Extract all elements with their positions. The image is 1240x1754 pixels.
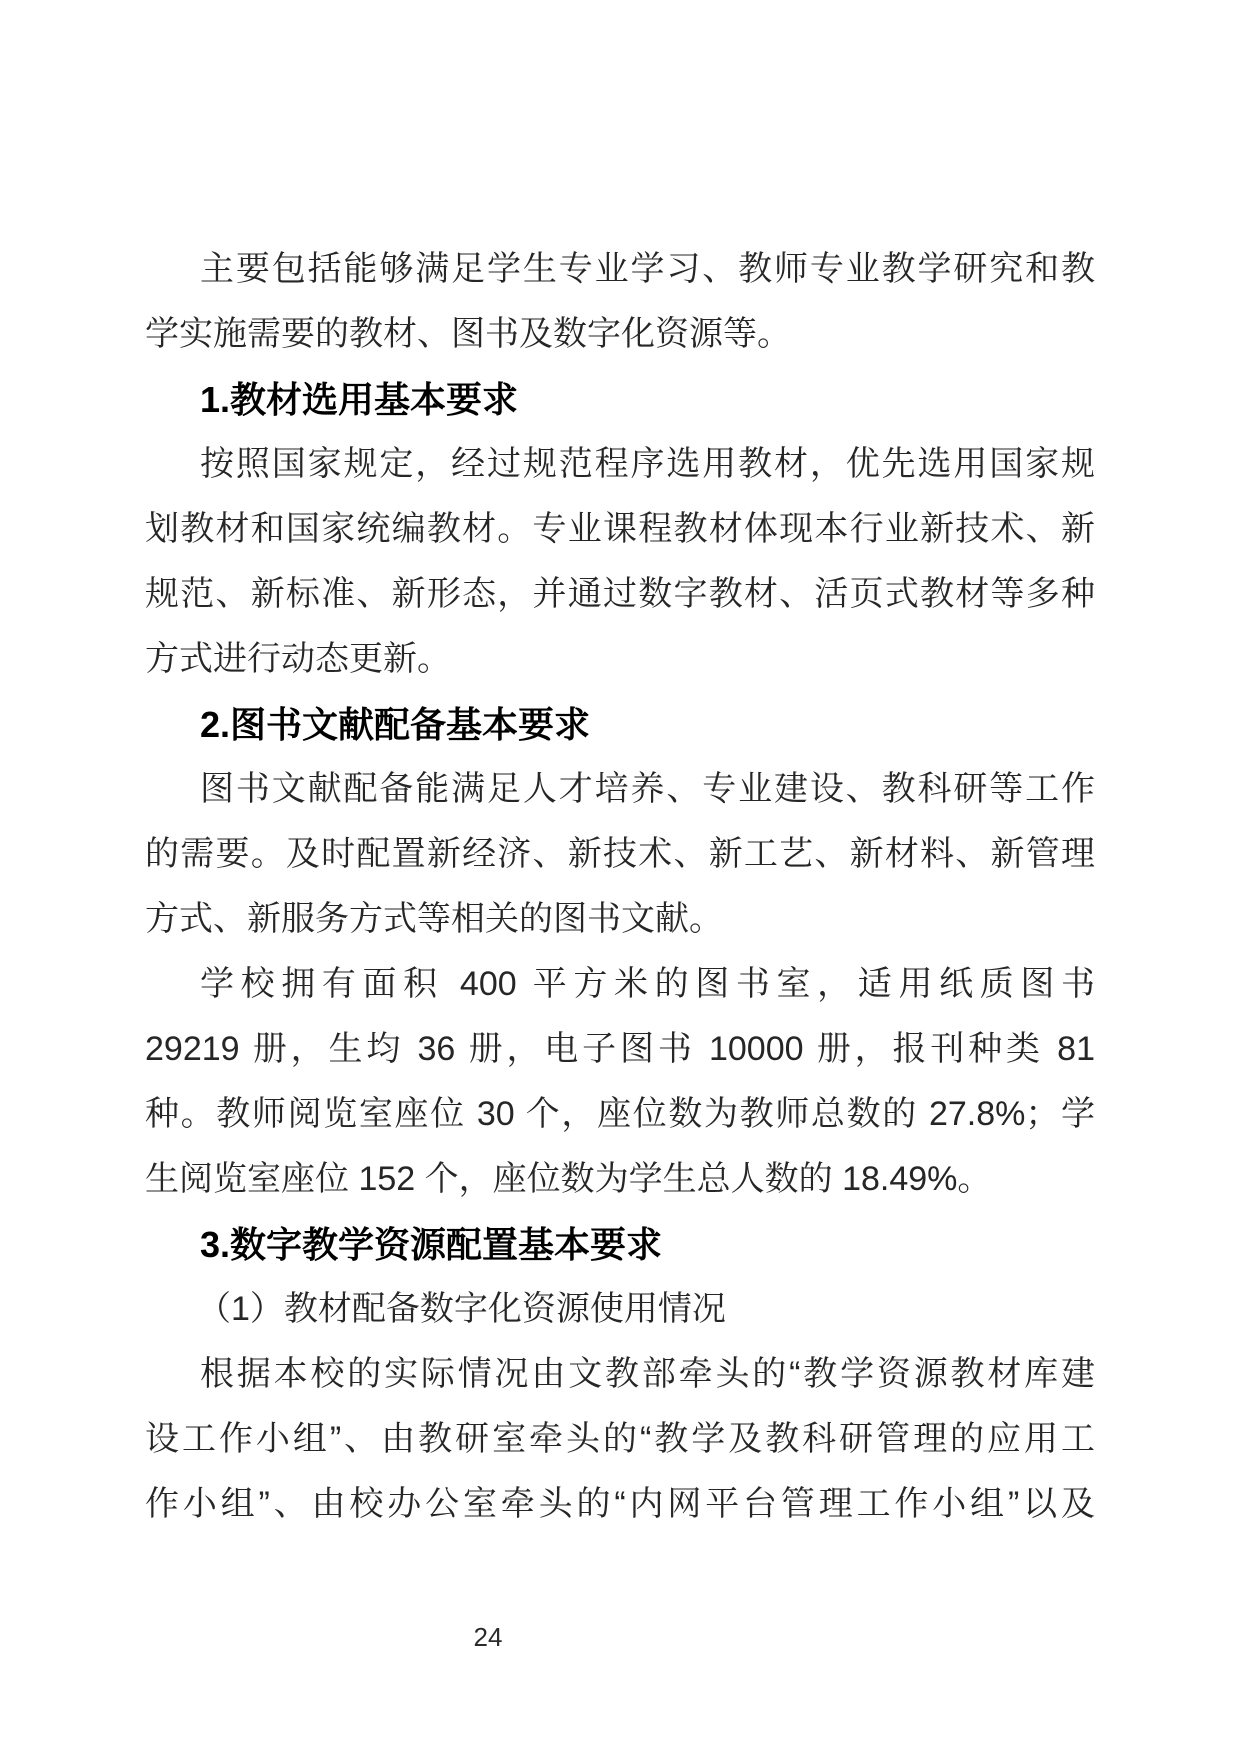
paragraph-line: 学实施需要的教材、图书及数字化资源等。 bbox=[145, 315, 791, 353]
paragraph bbox=[145, 757, 1095, 952]
paragraph-line: 划教材和国家统编教材。专业课程教材体现本行业新技术、新 bbox=[145, 510, 1095, 548]
section-heading: 3.数字教学资源配置基本要求 bbox=[200, 1224, 663, 1265]
paragraph-line: 图书文献配备能满足人才培养、专业建设、教科研等工作 bbox=[200, 770, 1095, 808]
section-heading: 1.教材选用基本要求 bbox=[200, 379, 519, 420]
paragraph-line: 29219 册，生均 36 册，电子图书 10000 册，报刊种类 81 bbox=[145, 1030, 1095, 1068]
paragraph bbox=[145, 952, 1095, 1212]
paragraph-line: 的需要。及时配置新经济、新技术、新工艺、新材料、新管理 bbox=[145, 835, 1095, 873]
paragraph bbox=[145, 237, 1095, 367]
sub-heading: （1）教材配备数字化资源使用情况 bbox=[197, 1290, 726, 1328]
page-number: 24 bbox=[473, 1622, 503, 1652]
paragraph-line: 方式、新服务方式等相关的图书文献。 bbox=[145, 900, 723, 938]
paragraph-line: 按照国家规定，经过规范程序选用教材，优先选用国家规 bbox=[200, 445, 1095, 483]
paragraph-line: 作小组”、由校办公室牵头的“内网平台管理工作小组”以及 bbox=[145, 1485, 1095, 1523]
paragraph bbox=[145, 1342, 1095, 1537]
paragraph-line: 方式进行动态更新。 bbox=[145, 640, 451, 678]
paragraph-line: 生阅览室座位 152 个，座位数为学生总人数的 18.49%。 bbox=[145, 1160, 992, 1198]
document-content bbox=[145, 237, 1095, 1537]
paragraph bbox=[145, 432, 1095, 692]
section-heading: 2.图书文献配备基本要求 bbox=[200, 704, 591, 745]
paragraph-line: 根据本校的实际情况由文教部牵头的“教学资源教材库建 bbox=[200, 1355, 1095, 1393]
paragraph-line: 学校拥有面积 400 平方米的图书室，适用纸质图书 bbox=[200, 965, 1095, 1003]
paragraph-line: 规范、新标准、新形态，并通过数字教材、活页式教材等多种 bbox=[145, 575, 1095, 613]
paragraph-line: 种。教师阅览室座位 30 个，座位数为教师总数的 27.8%；学 bbox=[145, 1095, 1095, 1133]
paragraph-line: 主要包括能够满足学生专业学习、教师专业教学研究和教 bbox=[200, 250, 1095, 288]
paragraph-line: 设工作小组”、由教研室牵头的“教学及教科研管理的应用工 bbox=[145, 1420, 1095, 1458]
